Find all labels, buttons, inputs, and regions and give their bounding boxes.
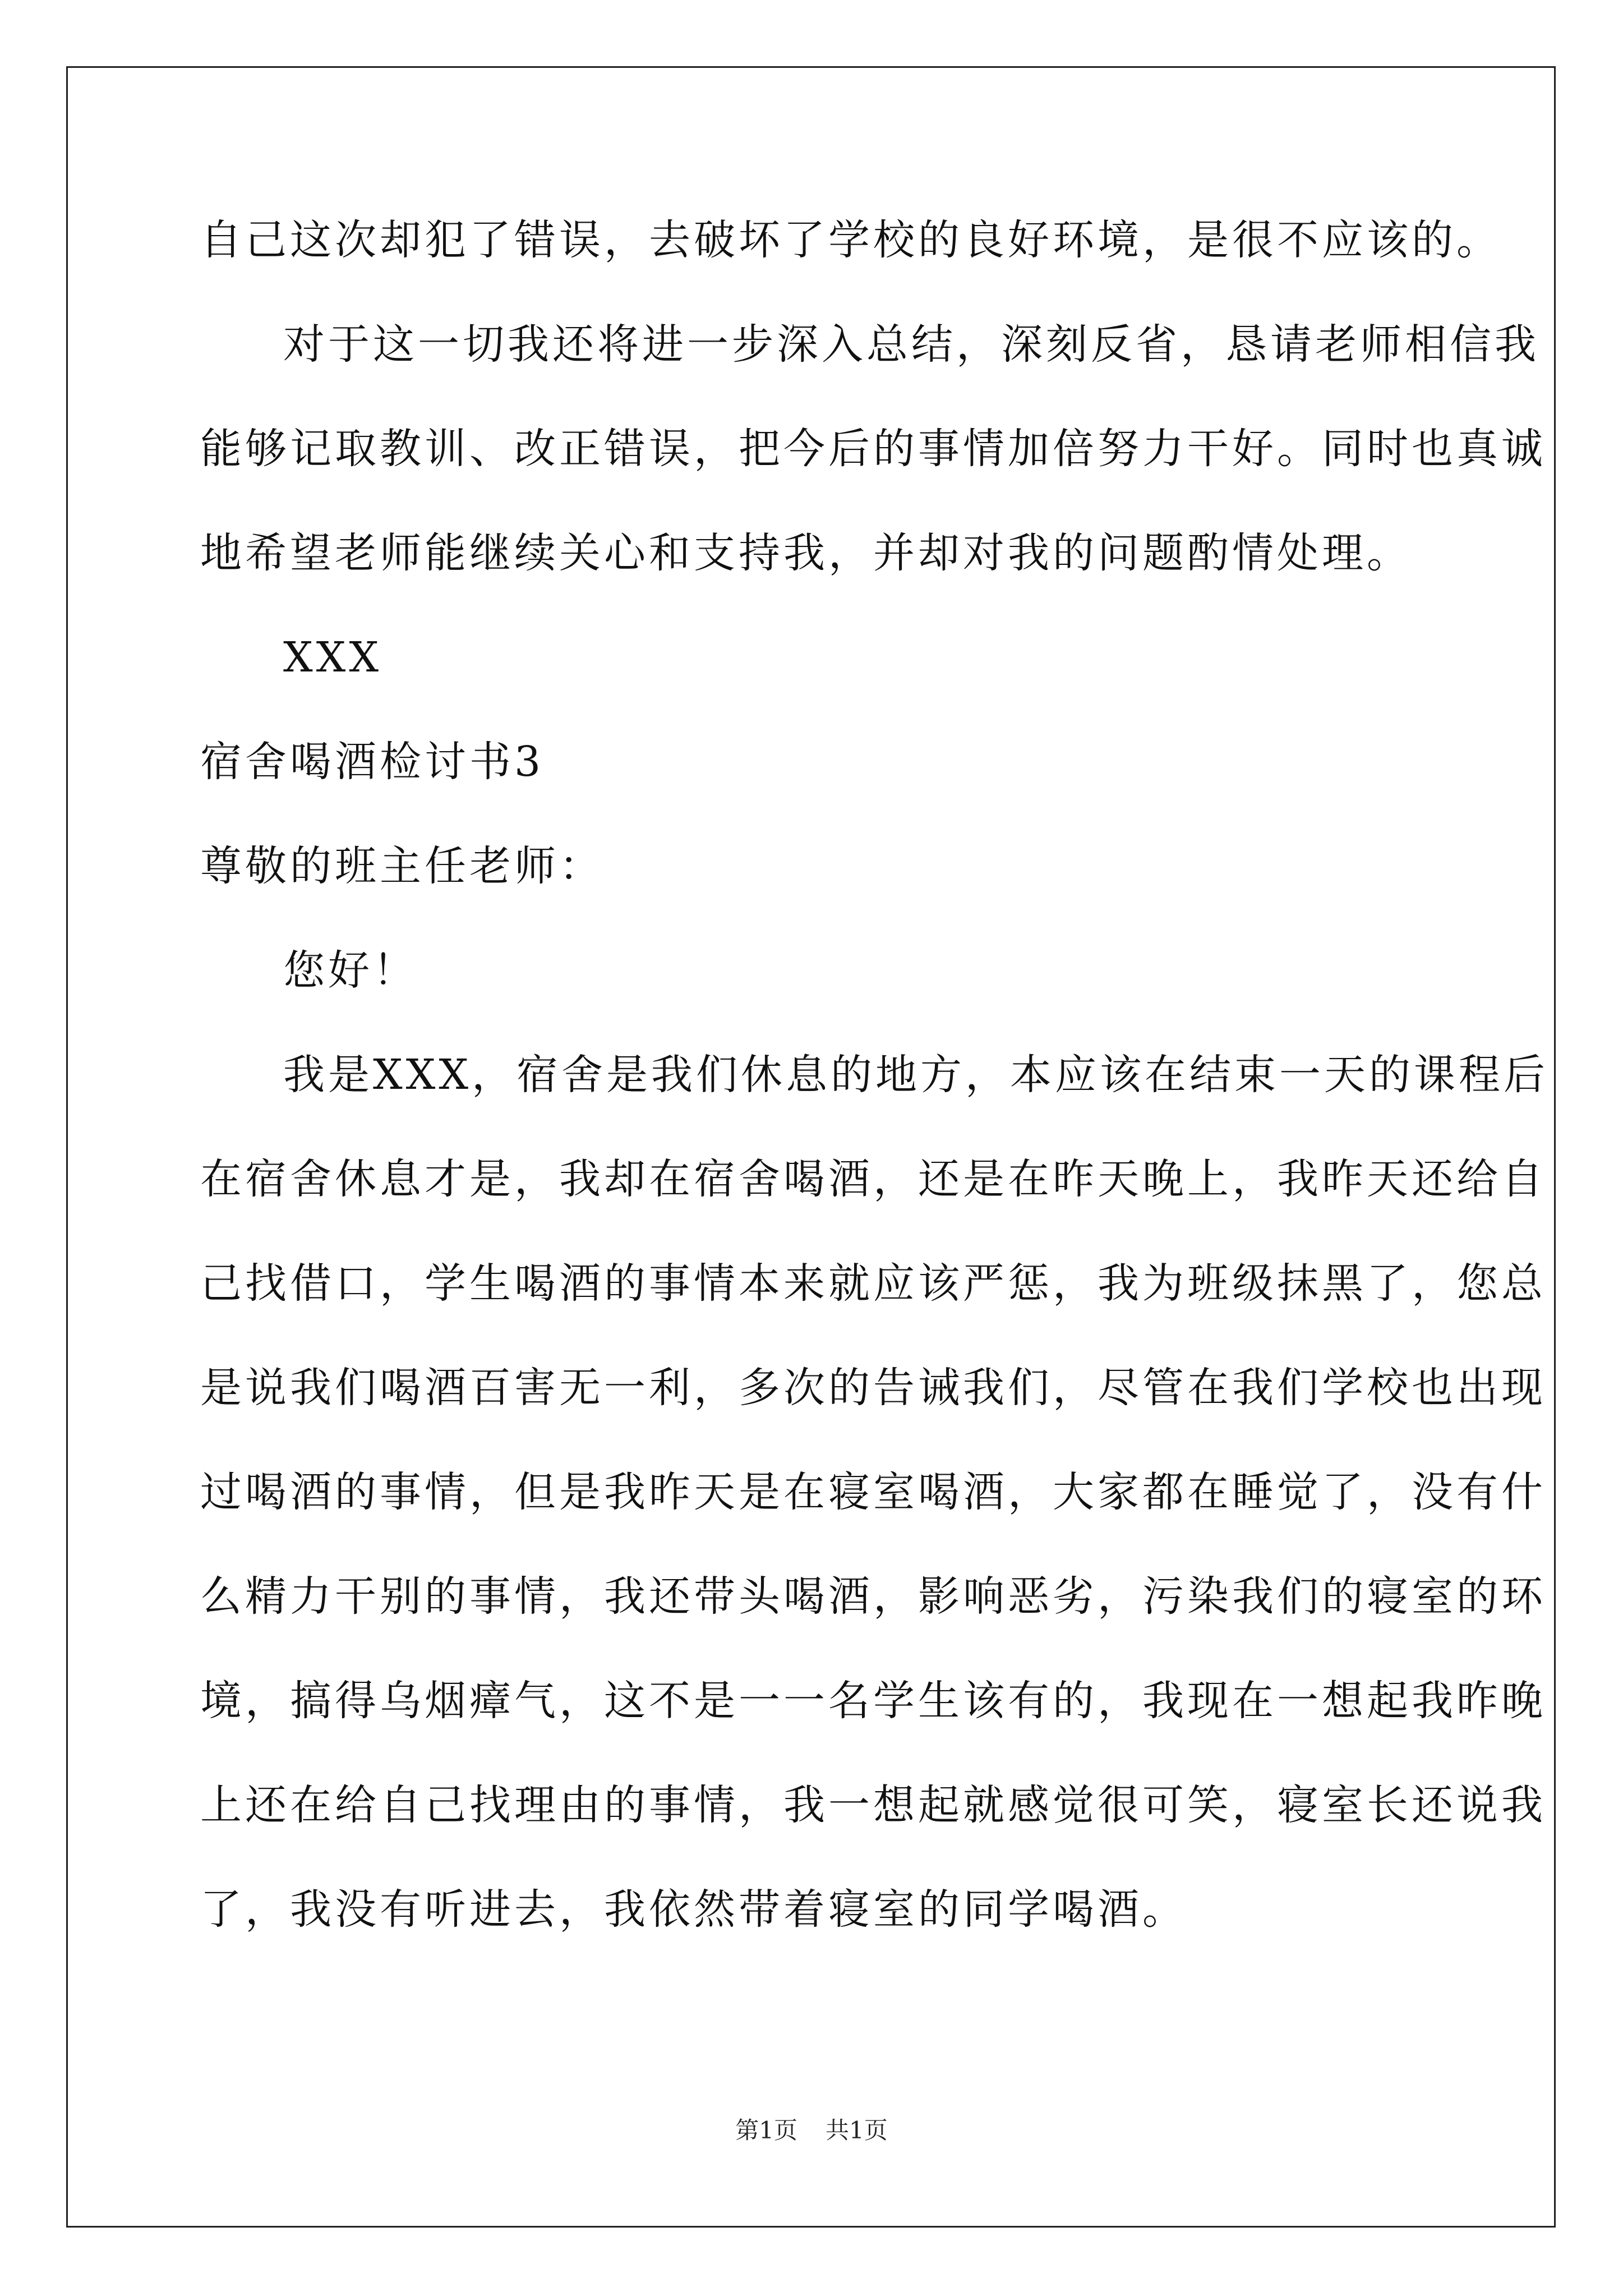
document-body — [200, 213, 1549, 1987]
body-line: 对于这一切我还将进一步深入总结，深刻反省，恳请老师相信我 — [283, 320, 1539, 369]
greeting: 您好！ — [283, 946, 418, 995]
body-line: 过喝酒的事情，但是我昨天是在寝室喝酒，大家都在睡觉了，没有什 — [200, 1468, 1546, 1516]
body-line: 在宿舍休息才是，我却在宿舍喝酒，还是在昨天晚上，我昨天还给自 — [200, 1155, 1546, 1203]
body-line: 己找借口，学生喝酒的事情本来就应该严惩，我为班级抹黑了，您总 — [200, 1259, 1546, 1308]
page-total: 共1页 — [826, 2116, 888, 2144]
body-line: 是说我们喝酒百害无一利，多次的告诫我们，尽管在我们学校也出现 — [200, 1364, 1546, 1412]
salutation: 尊敬的班主任老师： — [200, 842, 604, 890]
body-line: 我是XXX，宿舍是我们休息的地方，本应该在结束一天的课程后 — [283, 1051, 1549, 1099]
body-line: 能够记取教训、改正错误，把今后的事情加倍努力干好。同时也真诚 — [200, 425, 1546, 473]
body-line: 自己这次却犯了错误，去破坏了学校的良好环境，是很不应该的。 — [200, 216, 1501, 264]
body-line: 了，我没有听进去，我依然带着寝室的同学喝酒。 — [200, 1885, 1187, 1934]
page-number: 第1页 — [735, 2116, 797, 2144]
signature: XXX — [283, 633, 382, 682]
body-line: 境，搞得乌烟瘴气，这不是一一名学生该有的，我现在一想起我昨晚 — [200, 1677, 1546, 1725]
section-title: 宿舍喝酒检讨书3 — [200, 738, 545, 786]
body-line: 上还在给自己找理由的事情，我一想起就感觉很可笑，寝室长还说我 — [200, 1781, 1546, 1829]
body-line: 地希望老师能继续关心和支持我，并却对我的问题酌情处理。 — [200, 529, 1412, 577]
page-footer — [0, 2115, 1623, 2146]
body-line: 么精力干别的事情，我还带头喝酒，影响恶劣，污染我们的寝室的环 — [200, 1572, 1546, 1621]
